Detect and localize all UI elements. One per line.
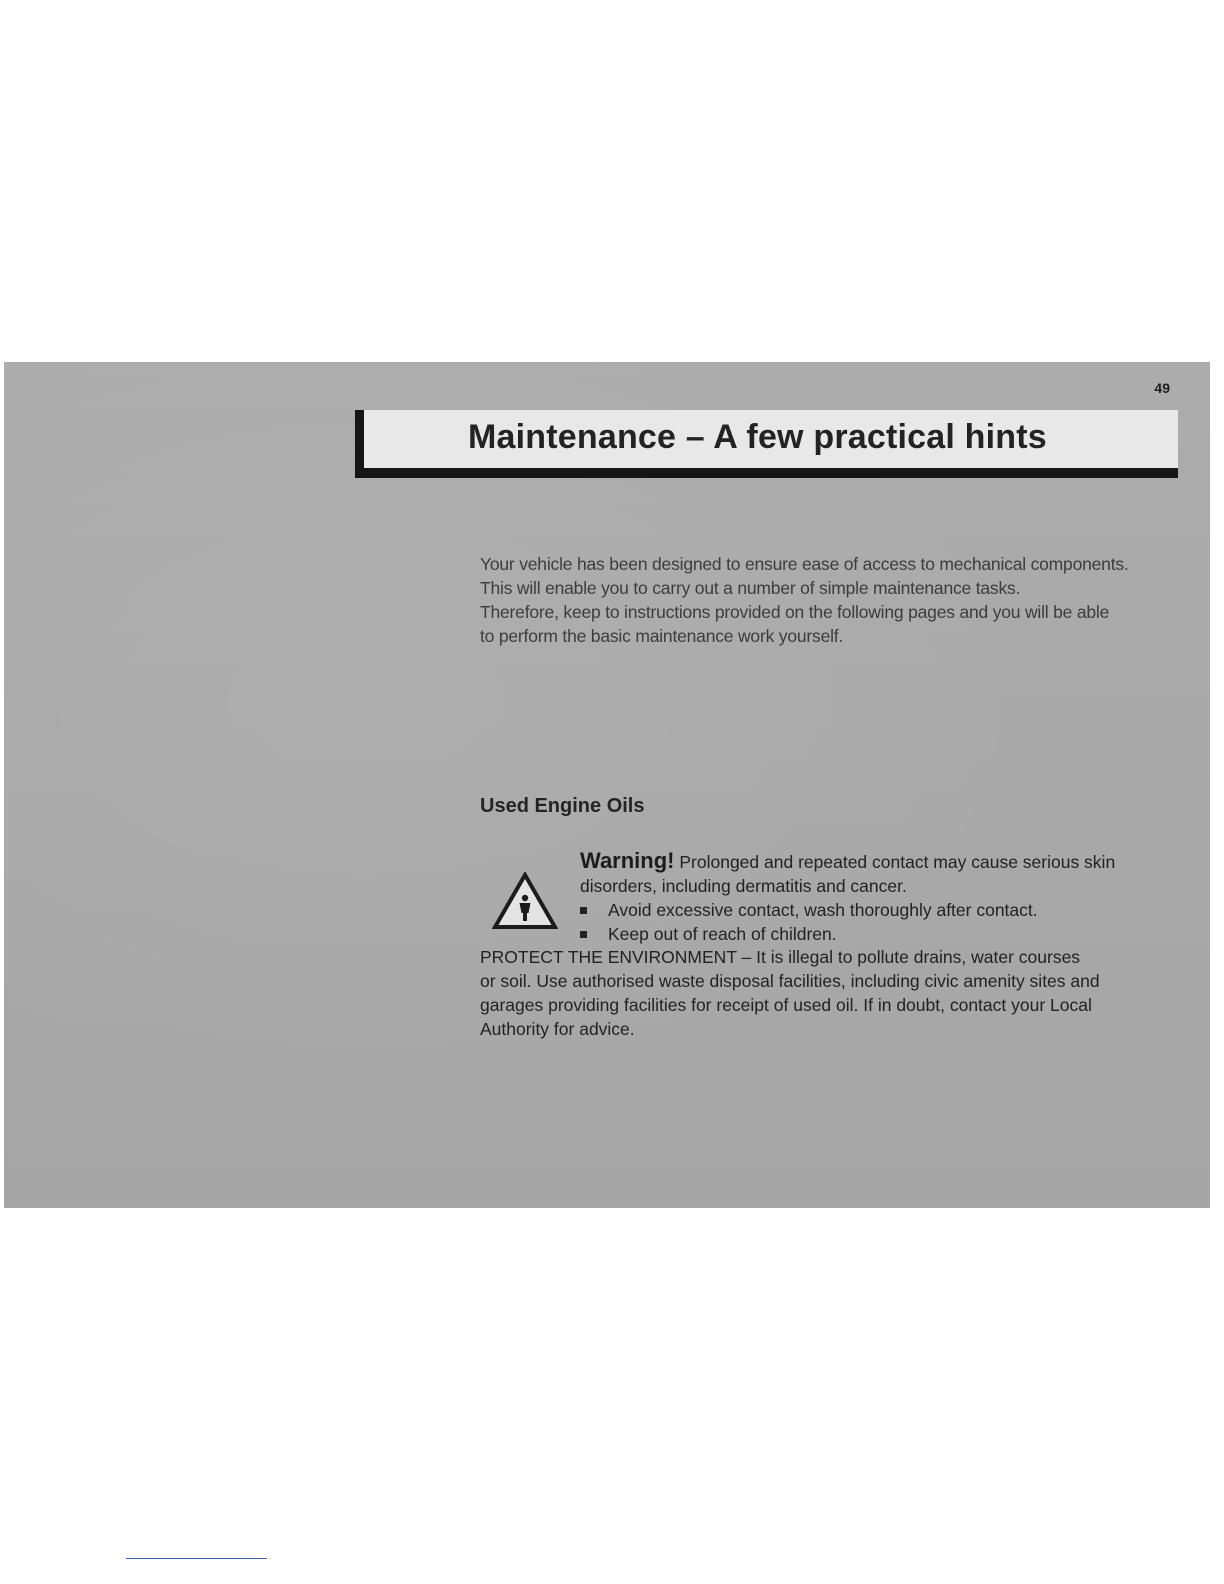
bullet-square-icon [580,907,587,914]
section-heading: Used Engine Oils [480,795,645,817]
intro-line: to perform the basic maintenance work yourself. [480,626,844,646]
scanned-page-area [4,362,1210,1208]
page-number: 49 [1154,380,1170,396]
list-item-text: Avoid excessive contact, wash thoroughly after contact. [608,900,1038,920]
hazard-triangle-person-icon [492,872,558,930]
intro-line: Therefore, keep to instructions provided on the following pages and you will be able [480,602,1110,622]
footer-rule [126,1558,267,1559]
intro-line: This will enable you to carry out a number of simple maintenance tasks. [480,578,1021,598]
list-item-text: Keep out of reach of children. [608,924,837,944]
list-item [580,898,1160,922]
warning-block [580,849,1160,946]
environment-line: garages providing facilities for receipt of used oil. If in doubt, contact your Local [480,995,1092,1015]
environment-line: or soil. Use authorised waste disposal facilities, including civic amenity sites and [480,971,1100,991]
page-title: Maintenance – A few practical hints [468,418,1047,456]
warning-text [580,849,1160,874]
environment-line: Authority for advice. [480,1019,635,1039]
warning-label: Warning! [580,848,675,873]
bullet-square-icon [580,931,587,938]
list-item [580,922,1160,946]
environment-line: PROTECT THE ENVIRONMENT – It is illegal to pollute drains, water courses [480,947,1081,967]
intro-paragraph [480,552,1160,648]
warning-text-line: disorders, including dermatitis and cancer. [580,876,907,896]
environment-paragraph [480,945,1160,1041]
warning-bullet-list [580,898,1160,946]
intro-line: Your vehicle has been designed to ensure ease of access to mechanical components. [480,554,1129,574]
warning-text-line: Prolonged and repeated contact may cause serious skin [674,852,1116,872]
